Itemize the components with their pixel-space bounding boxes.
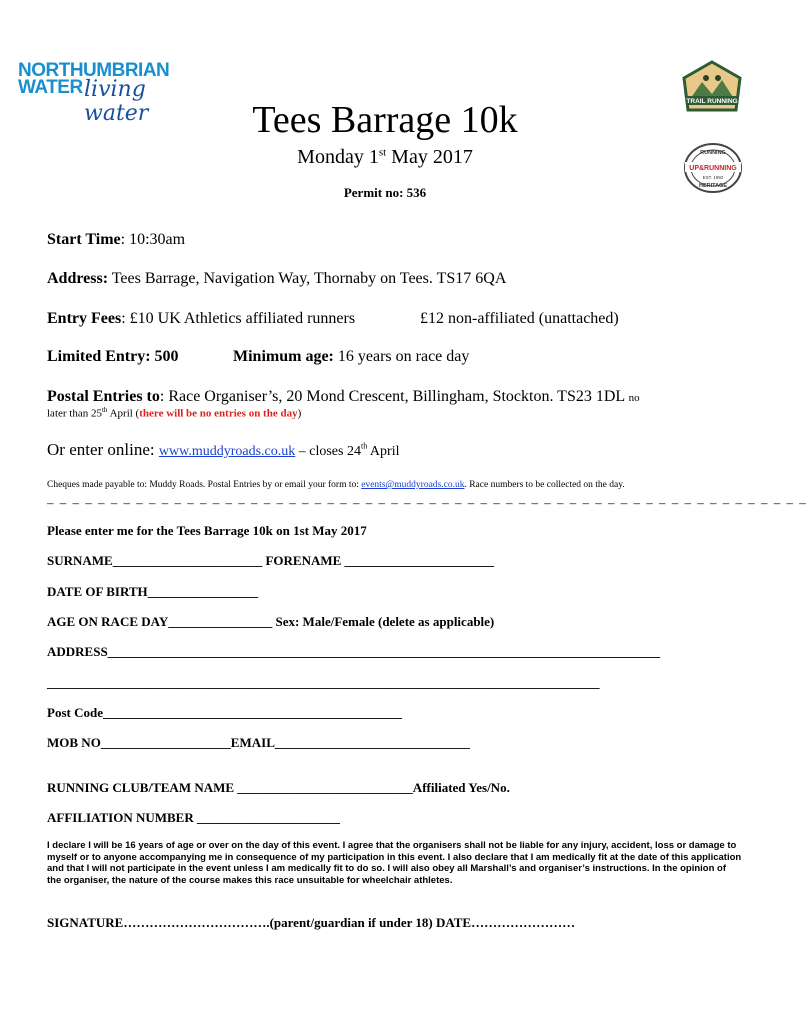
logo-script: living water: [84, 77, 149, 126]
age-sex-fields[interactable]: AGE ON RACE DAY________________ Sex: Male/Female (delete as applicable): [47, 614, 495, 629]
ur-top-text: RUNNING: [700, 150, 726, 156]
start-label: Start Time: [47, 231, 121, 248]
min-age-label: Minimum age:: [233, 348, 334, 365]
affiliation-field[interactable]: AFFILIATION NUMBER ______________________: [47, 810, 340, 825]
postcode-field[interactable]: Post Code______________________________________________: [47, 705, 402, 720]
start-value: : 10:30am: [120, 231, 186, 248]
online-entry: [47, 440, 399, 460]
online-prefix: Or enter online:: [47, 440, 159, 459]
date-sup: st: [378, 146, 387, 159]
fees-unaffiliated: £12 non-affiliated (unattached): [420, 310, 619, 327]
ur-bottom-text: HERITAGE: [698, 183, 728, 189]
no-entries-warning: there will be no entries on the day: [139, 407, 298, 420]
minimum-age: [233, 348, 469, 366]
address-field[interactable]: ADDRESS_____________________________________________________________________________________: [47, 644, 661, 659]
cheques-prefix: Cheques made payable to: Muddy Roads. Postal Entries by or email your form to:: [47, 480, 362, 490]
cut-line: – – – – – – – – – – – – – – – – – – – – – – – – – – – – – – – – – – – – – – – – – – – – – – – – – – – – – – – – – – – –: [47, 495, 807, 510]
postal-entries: [47, 388, 640, 406]
name-fields[interactable]: SURNAME_______________________ FORENAME _______________________: [47, 553, 495, 568]
date-prefix: Monday 1: [297, 146, 379, 168]
ur-middle-text: UP&RUNNING: [689, 165, 737, 172]
online-sup: th: [360, 441, 368, 451]
email-link[interactable]: events@muddyroads.co.uk: [361, 480, 465, 490]
start-time: [47, 231, 185, 249]
event-date: [0, 146, 770, 169]
min-age-value: 16 years on race day: [333, 348, 470, 365]
deadline-prefix: later than 25: [47, 407, 102, 420]
website-link[interactable]: www.muddyroads.co.uk: [158, 444, 296, 459]
postal-label: Postal Entries to: [47, 388, 160, 405]
permit-number: Permit no: 536: [343, 185, 427, 200]
page-title: Tees Barrage 10k: [252, 99, 518, 141]
address-value: Tees Barrage, Navigation Way, Thornaby on Tees. TS17 6QA: [108, 270, 507, 287]
cheques-note: [47, 480, 625, 490]
logo-text-line2: WATER: [18, 77, 83, 98]
ur-est-text: EST. 1992: [702, 175, 724, 180]
deadline-mid: April (: [107, 407, 140, 420]
address-line: [47, 270, 506, 288]
online-end: April: [367, 444, 400, 459]
limited-entry: Limited Entry: 500: [47, 348, 179, 365]
signature-field[interactable]: SIGNATURE…………………………….(parent/guardian if under 18) DATE……………………: [47, 915, 576, 930]
fees-value: : £10 UK Athletics affiliated runners: [121, 310, 356, 327]
address-label: Address:: [47, 270, 109, 287]
postal-no: no: [628, 392, 640, 404]
logo-text-line1: NORTHUMBRIAN: [18, 60, 170, 81]
postal-deadline: [47, 406, 301, 420]
club-field[interactable]: RUNNING CLUB/TEAM NAME ___________________________Affiliated Yes/No.: [47, 780, 510, 795]
address-field-2[interactable]: _____________________________________________________________________________________: [47, 675, 600, 690]
dob-field[interactable]: DATE OF BIRTH_________________: [47, 584, 259, 599]
deadline-sup: th: [101, 406, 108, 414]
date-suffix: May 2017: [386, 146, 473, 168]
postal-value: : Race Organiser’s, 20 Mond Crescent, Billingham, Stockton. TS23 1DL: [159, 388, 629, 405]
cheques-suffix: . Race numbers to be collected on the day.: [464, 480, 625, 490]
trail-running-text: TRAIL RUNNING: [686, 98, 738, 105]
deadline-end: ): [297, 407, 302, 420]
online-mid: – closes 24: [295, 444, 361, 459]
mobile-email-fields[interactable]: MOB NO____________________EMAIL______________________________: [47, 735, 470, 750]
form-heading: Please enter me for the Tees Barrage 10k on 1st May 2017: [47, 523, 367, 538]
fees-label: Entry Fees: [47, 310, 122, 327]
entry-fees: [47, 310, 355, 328]
declaration-text: I declare I will be 16 years of age or over on the day of this event. I agree that the organisers shall not be liable for any injury, accident, loss or damage to myself or to anyone accompanying me in consequence of my participation in this event. I also declare that I am medically fit at the date of this application and that I will not participate in the event unless I am medically fit to do so. I will also obey all Marshall’s and organiser’s instructions. In the opinion of the organiser, the nature of the course makes this race unsuitable for wheelchair athletes.: [47, 840, 742, 886]
